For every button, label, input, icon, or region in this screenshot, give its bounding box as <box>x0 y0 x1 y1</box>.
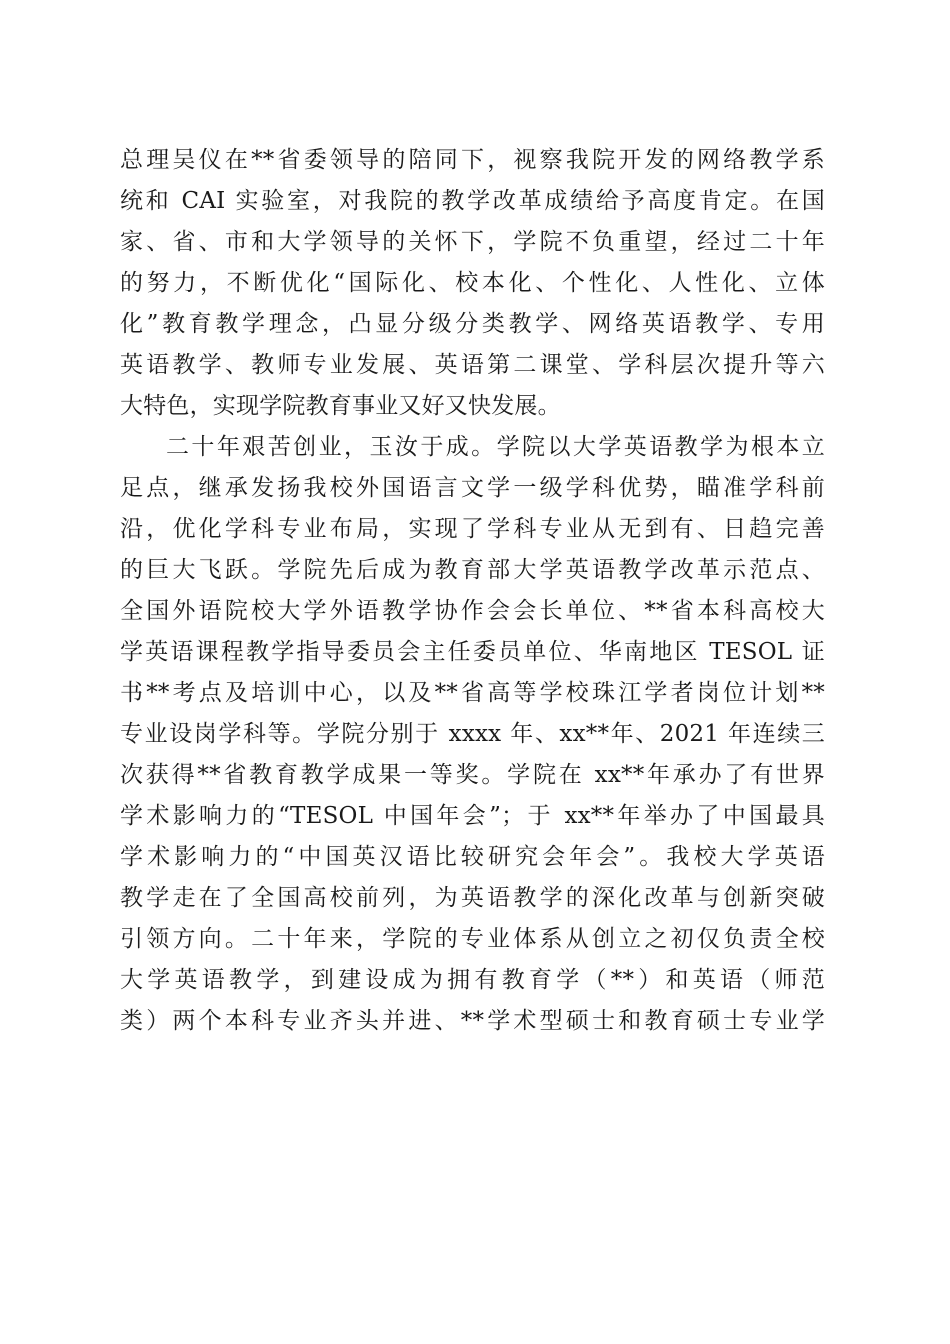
text-line: 学英语课程教学指导委员会主任委员单位、华南地区 TESOL 证 <box>120 639 825 665</box>
text-line: 沿，优化学科专业布局，实现了学科专业从无到有、日趋完善 <box>120 516 825 542</box>
text-line: 学术影响力的“中国英汉语比较研究会年会”。我校大学英语 <box>120 844 825 870</box>
text-line: 英语教学、教师专业发展、英语第二课堂、学科层次提升等六 <box>120 352 825 378</box>
text-line: 统和 CAI 实验室，对我院的教学改革成绩给予高度肯定。在国 <box>120 188 825 214</box>
text-line: 的巨大飞跃。学院先后成为教育部大学英语教学改革示范点、 <box>120 557 825 583</box>
text-line: 家、省、市和大学领导的关怀下，学院不负重望，经过二十年 <box>120 229 825 255</box>
text-line: 大学英语教学，到建设成为拥有教育学（**）和英语（师范 <box>120 967 825 993</box>
text-line: 教学走在了全国高校前列，为英语教学的深化改革与创新突破 <box>120 885 825 911</box>
text-line: 大特色，实现学院教育事业又好又快发展。 <box>120 393 561 419</box>
text-line: 足点，继承发扬我校外国语言文学一级学科优势，瞄准学科前 <box>120 475 825 501</box>
text-line: 引领方向。二十年来，学院的专业体系从创立之初仅负责全校 <box>120 926 825 952</box>
text-line: 二十年艰苦创业，玉汝于成。学院以大学英语教学为根本立 <box>166 434 825 460</box>
text-line: 学术影响力的“TESOL 中国年会”；于 xx**年举办了中国最具 <box>120 803 825 829</box>
text-line: 次获得**省教育教学成果一等奖。学院在 xx**年承办了有世界 <box>120 762 825 788</box>
text-line: 专业设岗学科等。学院分别于 xxxx 年、xx**年、2021 年连续三 <box>120 721 825 747</box>
text-line: 化”教育教学理念，凸显分级分类教学、网络英语教学、专用 <box>120 311 825 337</box>
body-text <box>120 140 825 1042</box>
text-line: 的努力，不断优化“国际化、校本化、个性化、人性化、立体 <box>120 270 825 296</box>
text-line: 总理吴仪在**省委领导的陪同下，视察我院开发的网络教学系 <box>120 147 825 173</box>
text-line: 书**考点及培训中心，以及**省高等学校珠江学者岗位计划** <box>120 680 825 706</box>
text-line: 类）两个本科专业齐头并进、**学术型硕士和教育硕士专业学 <box>120 1008 825 1034</box>
text-line: 全国外语院校大学外语教学协作会会长单位、**省本科高校大 <box>120 598 825 624</box>
